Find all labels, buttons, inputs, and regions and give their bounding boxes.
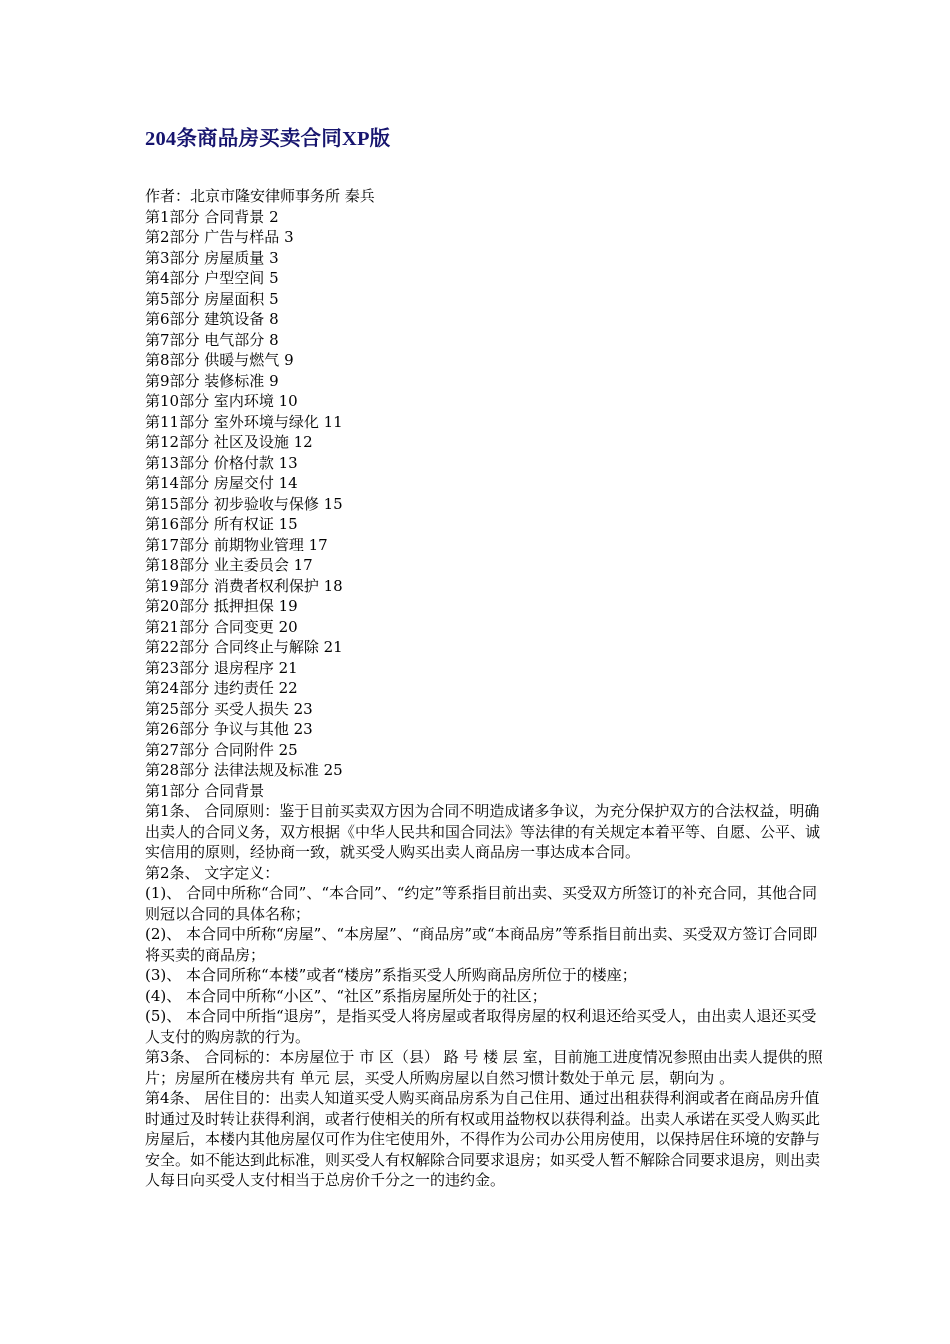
- toc-item: 第8部分 供暖与燃气 9: [145, 351, 294, 369]
- article-paragraph: (5)、 本合同中所指“退房”，是指买受人将房屋或者取得房屋的权利退还给买受人，由出卖人退还买受人支付的购房款的行为。: [145, 1007, 817, 1046]
- article-paragraph: 第3条、 合同标的：本房屋位于 市 区（县） 路 号 楼 层 室，目前施工进度情况参照由出卖人提供的照片；房屋所在楼房共有 单元 层，买受人所购房屋以自然习惯计数处于单元 层，朝向为 。: [145, 1048, 823, 1087]
- toc-item: 第5部分 房屋面积 5: [145, 289, 279, 308]
- toc-item: 第16部分 所有权证 15: [145, 515, 298, 533]
- article-paragraph: 第4条、 居住目的：出卖人知道买受人购买商品房系为自己住用、通过出租获得利润或者在商品房升值时通过及时转让获得利润，或者行使相关的所有权或用益物权以获得利益。出卖人承诺在买受人购买此房屋后，本楼内其他房屋仅可作为住宅使用外，不得作为公司办公用房使用，以保持居住环境的安静与安全。如不能达到此标准，则买受人有权解除合同要求退房；如买受人暂不解除合同要求退房，则出卖人每日向买受人支付相当于总房价千分之一的违约金。: [145, 1089, 821, 1189]
- toc-item: 第17部分 前期物业管理 17: [145, 535, 328, 554]
- toc-item: 第24部分 违约责任 22: [145, 679, 298, 697]
- toc-item: 第21部分 合同变更 20: [145, 617, 298, 636]
- toc-item: 第12部分 社区及设施 12: [145, 433, 313, 451]
- toc-item: 第11部分 室外环境与绿化 11: [145, 412, 343, 431]
- toc-item: 第15部分 初步验收与保修 15: [145, 494, 343, 513]
- article-paragraph: (1)、 合同中所称“合同”、“本合同”、“约定”等系指目前出卖、买受双方所签订的补充合同，其他合同则冠以合同的具体名称；: [145, 884, 818, 923]
- toc-item: 第6部分 建筑设备 8: [145, 310, 279, 328]
- contract-articles: [145, 801, 825, 1191]
- toc-item: 第26部分 争议与其他 23: [145, 720, 313, 738]
- table-of-contents: [145, 207, 825, 781]
- article-paragraph: 第1条、 合同原则：鉴于目前买卖双方因为合同不明造成诸多争议，为充分保护双方的合法权益，明确出卖人的合同义务，双方根据《中华人民共和国合同法》等法律的有关规定本着平等、自愿、公平、诚实信用的原则，经协商一致，就买受人购买出卖人商品房一事达成本合同。: [145, 802, 821, 861]
- article-paragraph: (2)、 本合同中所称“房屋”、“本房屋”、“商品房”或“本商品房”等系指目前出卖、买受双方签订合同即将买卖的商品房；: [145, 925, 818, 964]
- toc-item: 第13部分 价格付款 13: [145, 453, 298, 472]
- toc-item: 第18部分 业主委员会 17: [145, 556, 313, 574]
- toc-item: 第25部分 买受人损失 23: [145, 699, 313, 718]
- toc-item: 第2部分 广告与样品 3: [145, 228, 294, 246]
- article-paragraph: (4)、 本合同中所称“小区”、“社区”系指房屋所处于的社区；: [145, 986, 547, 1005]
- toc-item: 第14部分 房屋交付 14: [145, 474, 298, 492]
- article-paragraph: (3)、 本合同所称“本楼”或者“楼房”系指买受人所购商品房所位于的楼座；: [145, 966, 637, 984]
- document-page: [145, 124, 825, 1191]
- toc-item: 第4部分 户型空间 5: [145, 269, 279, 287]
- section-heading: 第1部分 合同背景: [145, 781, 265, 800]
- toc-item: 第10部分 室内环境 10: [145, 392, 298, 410]
- toc-item: 第20部分 抵押担保 19: [145, 597, 298, 615]
- document-body: [145, 186, 825, 1191]
- document-title: 204条商品房买卖合同XP版: [145, 128, 391, 150]
- toc-item: 第19部分 消费者权利保护 18: [145, 576, 343, 595]
- toc-item: 第23部分 退房程序 21: [145, 658, 298, 677]
- toc-item: 第1部分 合同背景 2: [145, 207, 279, 226]
- author-line: 作者：北京市隆安律师事务所 秦兵: [145, 187, 375, 205]
- toc-item: 第28部分 法律法规及标准 25: [145, 761, 343, 779]
- toc-item: 第3部分 房屋质量 3: [145, 248, 279, 267]
- toc-item: 第7部分 电气部分 8: [145, 330, 279, 349]
- article-paragraph: 第2条、 文字定义：: [145, 863, 280, 882]
- toc-item: 第9部分 装修标准 9: [145, 371, 279, 390]
- toc-item: 第22部分 合同终止与解除 21: [145, 638, 343, 656]
- toc-item: 第27部分 合同附件 25: [145, 740, 298, 759]
